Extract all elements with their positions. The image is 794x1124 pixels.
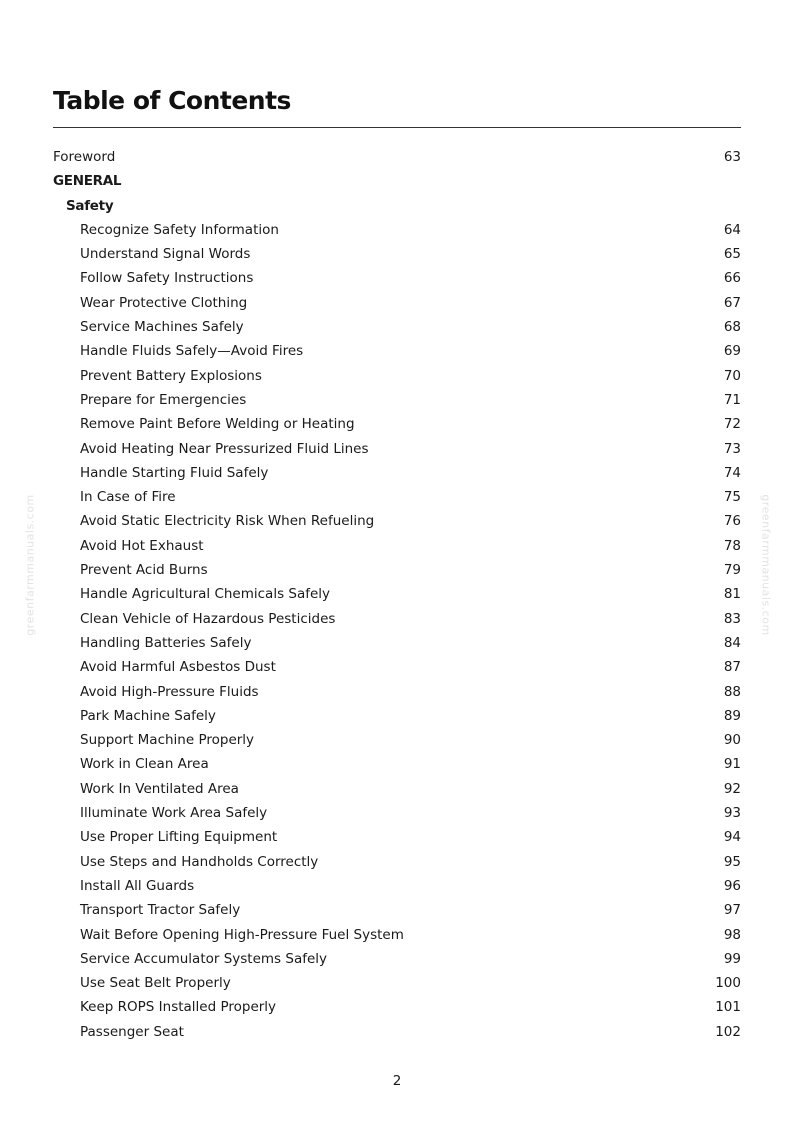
toc-entry[interactable] (53, 558, 741, 582)
toc-entry-page: 67 (723, 294, 741, 311)
page-title: Table of Contents (53, 86, 291, 115)
toc-entry[interactable] (53, 704, 741, 728)
toc-entry-label: Use Seat Belt Properly (80, 975, 231, 992)
toc-entry[interactable] (53, 655, 741, 679)
toc-entry-label: Work in Clean Area (80, 756, 209, 773)
toc-entry-label: Wear Protective Clothing (80, 294, 248, 311)
toc-entry-label: Prepare for Emergencies (80, 391, 247, 408)
toc-entry-page: 64 (723, 221, 741, 238)
toc-entry-page: 99 (723, 950, 741, 967)
toc-entry-page: 78 (723, 537, 741, 554)
toc-entry-page: 95 (723, 853, 741, 870)
toc-entry-page: 79 (723, 562, 741, 579)
toc-entry-label: Handle Agricultural Chemicals Safely (80, 586, 331, 603)
toc-entry-label: Avoid Heating Near Pressurized Fluid Lines (80, 440, 369, 457)
toc-entry[interactable] (53, 485, 741, 509)
toc-entry[interactable] (53, 364, 741, 388)
toc-entry[interactable] (53, 631, 741, 655)
toc-entry-label: Use Steps and Handholds Correctly (80, 853, 319, 870)
toc-entry-page: 73 (723, 440, 741, 457)
toc-entry-label: Install All Guards (80, 877, 195, 894)
toc-entry[interactable] (53, 995, 741, 1019)
toc-entry-label: Service Machines Safely (80, 319, 244, 336)
toc-entry-page: 74 (723, 464, 741, 481)
toc-entry-page: 90 (723, 732, 741, 749)
toc-entry-foreword[interactable] (53, 145, 741, 169)
toc-entry-page: 75 (723, 489, 741, 506)
toc-entry-label: Avoid High-Pressure Fluids (80, 683, 259, 700)
toc-entry-page: 71 (723, 391, 741, 408)
toc-entry[interactable] (53, 509, 741, 533)
toc-list (53, 145, 741, 1044)
toc-entry-label: Avoid Harmful Asbestos Dust (80, 659, 276, 676)
toc-entry[interactable] (53, 582, 741, 606)
toc-entry[interactable] (53, 874, 741, 898)
toc-entry-label: Follow Safety Instructions (80, 270, 254, 287)
toc-entry-label: Support Machine Properly (80, 732, 255, 749)
toc-entry-label: Wait Before Opening High-Pressure Fuel System (80, 926, 404, 943)
toc-entry[interactable] (53, 437, 741, 461)
toc-subsection-safety (53, 194, 741, 218)
page-number: 2 (392, 1073, 402, 1089)
toc-entry-label: Prevent Battery Explosions (80, 367, 262, 384)
toc-entry-page: 87 (723, 659, 741, 676)
toc-entry[interactable] (53, 680, 741, 704)
toc-entry[interactable] (53, 315, 741, 339)
toc-entry-label: Remove Paint Before Welding or Heating (80, 416, 355, 433)
toc-entry-label: Prevent Acid Burns (80, 562, 208, 579)
toc-entry-page: 101 (715, 999, 741, 1016)
toc-entry[interactable] (53, 218, 741, 242)
toc-entry-page: 63 (723, 149, 741, 165)
watermark-left: greenfarmmanuals.com (23, 494, 37, 636)
toc-entry-page: 98 (723, 926, 741, 943)
toc-entry-page: 96 (723, 877, 741, 894)
toc-entry-label: Park Machine Safely (80, 707, 216, 724)
toc-entry-label: Service Accumulator Systems Safely (80, 950, 328, 967)
toc-entry-label: Clean Vehicle of Hazardous Pesticides (80, 610, 336, 627)
toc-entry[interactable] (53, 777, 741, 801)
toc-entry-label: Use Proper Lifting Equipment (80, 829, 278, 846)
toc-entry[interactable] (53, 850, 741, 874)
toc-entry-label: Keep ROPS Installed Properly (80, 999, 277, 1016)
toc-entry[interactable] (53, 1020, 741, 1044)
toc-entry[interactable] (53, 266, 741, 290)
toc-entry-page: 88 (723, 683, 741, 700)
toc-entry-label: Handling Batteries Safely (80, 634, 252, 651)
toc-entry-label: Handle Fluids Safely—Avoid Fires (80, 343, 304, 360)
toc-entry-page: 97 (723, 902, 741, 919)
toc-entry[interactable] (53, 388, 741, 412)
toc-entry[interactable] (53, 728, 741, 752)
toc-entry-label: Foreword (53, 149, 116, 165)
toc-entry[interactable] (53, 923, 741, 947)
toc-entry-page: 84 (723, 634, 741, 651)
toc-entry-page: 83 (723, 610, 741, 627)
watermark-right: greenfarmmanuals.com (759, 494, 773, 636)
toc-entry-label: Passenger Seat (80, 1023, 184, 1040)
toc-entry-label: Work In Ventilated Area (80, 780, 239, 797)
toc-section-label: GENERAL (53, 173, 122, 190)
toc-entry[interactable] (53, 412, 741, 436)
toc-entry-label: Recognize Safety Information (80, 221, 279, 238)
toc-entry-label: In Case of Fire (80, 489, 176, 506)
toc-entry-page: 76 (723, 513, 741, 530)
toc-entry[interactable] (53, 971, 741, 995)
toc-entry-label: Avoid Static Electricity Risk When Refueling (80, 513, 375, 530)
toc-entry-label: Illuminate Work Area Safely (80, 805, 268, 822)
toc-entry-page: 69 (723, 343, 741, 360)
toc-entry[interactable] (53, 947, 741, 971)
toc-entry-page: 102 (715, 1023, 741, 1040)
toc-entry[interactable] (53, 534, 741, 558)
toc-entry[interactable] (53, 339, 741, 363)
toc-entry-page: 70 (723, 367, 741, 384)
toc-entry-page: 91 (723, 756, 741, 773)
toc-entry[interactable] (53, 825, 741, 849)
toc-entry[interactable] (53, 291, 741, 315)
toc-entry[interactable] (53, 607, 741, 631)
toc-entry-page: 65 (723, 246, 741, 263)
toc-entry-label: Transport Tractor Safely (80, 902, 241, 919)
title-divider (53, 127, 741, 128)
toc-entry[interactable] (53, 461, 741, 485)
toc-entry-page: 94 (723, 829, 741, 846)
toc-section-general (53, 169, 741, 193)
toc-entry-page: 68 (723, 319, 741, 336)
toc-entry-label: Avoid Hot Exhaust (80, 537, 204, 554)
toc-entry-page: 66 (723, 270, 741, 287)
toc-entry[interactable] (53, 801, 741, 825)
toc-entry-page: 100 (715, 975, 741, 992)
toc-entry[interactable] (53, 752, 741, 776)
toc-entry-page: 72 (723, 416, 741, 433)
toc-subsection-label: Safety (66, 197, 114, 214)
toc-entry-label: Handle Starting Fluid Safely (80, 464, 269, 481)
toc-entry-page: 92 (723, 780, 741, 797)
toc-entry-label: Understand Signal Words (80, 246, 251, 263)
toc-entry-page: 89 (723, 707, 741, 724)
toc-entry-page: 93 (723, 805, 741, 822)
toc-entry-page: 81 (723, 586, 741, 603)
toc-entry[interactable] (53, 242, 741, 266)
toc-entry[interactable] (53, 898, 741, 922)
